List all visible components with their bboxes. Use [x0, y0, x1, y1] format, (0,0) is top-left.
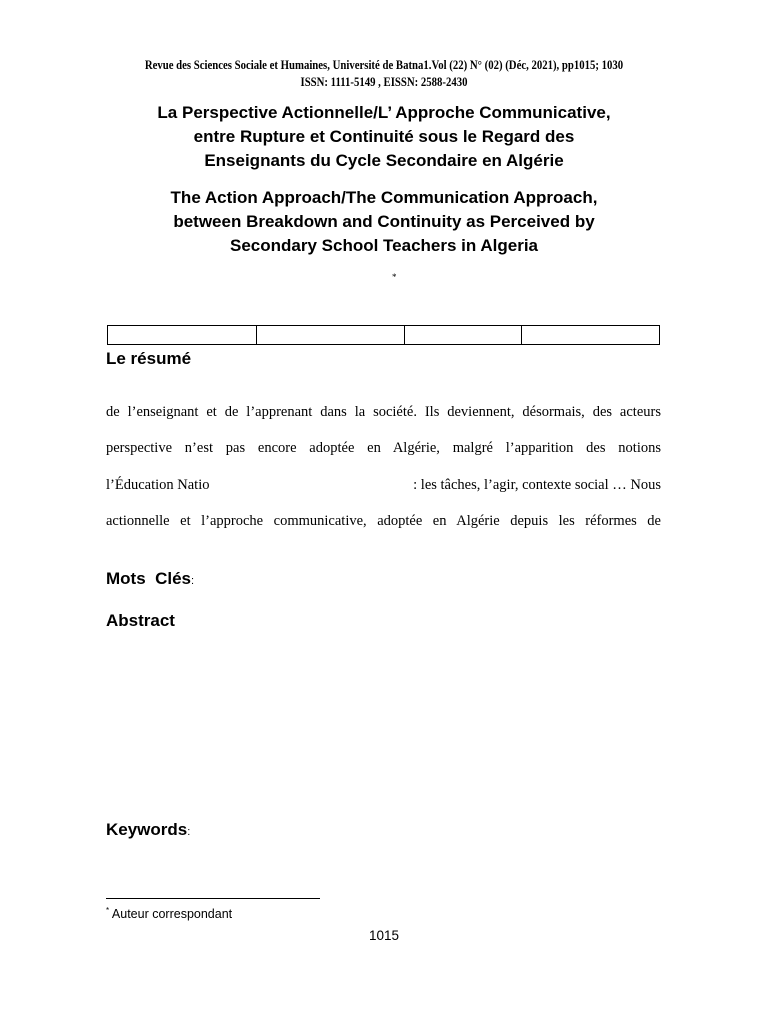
- author-cell: [405, 326, 522, 345]
- resume-line: perspective n’est pas encore adoptée en Algérie, malgré l’apparition des notions: [106, 440, 661, 456]
- keywords-colon: :: [187, 826, 191, 838]
- french-title-line: Enseignants du Cycle Secondaire en Algérie: [204, 151, 564, 170]
- english-title: [90, 186, 678, 258]
- footnote-text: Auteur correspondant: [109, 907, 233, 922]
- resume-line: de l’enseignant et de l’apprenant dans la société. Ils deviennent, désormais, des acteurs: [106, 404, 661, 420]
- resume-line: actionnelle et l’approche communicative, adoptée en Algérie depuis les réformes de: [106, 513, 661, 529]
- footnote-divider: [106, 898, 320, 899]
- author-marker: *: [392, 272, 397, 282]
- resume-line: [106, 476, 661, 494]
- resume-line-right: : les tâches, l’agir, contexte social … Nous: [413, 477, 661, 493]
- author-cell: [257, 326, 405, 345]
- english-title-line: The Action Approach/The Communication Approach,: [170, 188, 598, 207]
- resume-heading: Le résumé: [106, 349, 192, 368]
- mots-cles-heading: [106, 569, 194, 591]
- french-title-line: entre Rupture et Continuité sous le Regard des: [193, 127, 575, 146]
- author-info-table: [107, 325, 660, 345]
- english-title-line: between Breakdown and Continuity as Perceived by: [173, 212, 595, 231]
- keywords-heading: [106, 820, 190, 842]
- author-cell: [108, 326, 257, 345]
- french-title-line: La Perspective Actionnelle/L’ Approche Communicative,: [157, 103, 611, 122]
- english-title-line: Secondary School Teachers in Algeria: [230, 236, 538, 255]
- french-title: [90, 101, 678, 173]
- journal-issn: ISSN: 1111-5149 , EISSN: 2588-2430: [300, 75, 468, 89]
- mots-cles-colon: :: [191, 575, 195, 587]
- journal-citation: Revue des Sciences Sociale et Humaines, Université de Batna1.Vol (22) N° (02) (Déc, 2021), pp1015; 1030: [144, 58, 624, 72]
- author-cell: [522, 326, 660, 345]
- abstract-heading: Abstract: [106, 611, 175, 630]
- footnote: [106, 906, 232, 921]
- journal-header: [54, 57, 714, 91]
- keywords-label: Keywords: [106, 820, 188, 839]
- resume-line-left: l’Éducation Natio: [106, 477, 210, 493]
- mots-cles-label: Mots Clés: [106, 569, 192, 588]
- footnote-marker: *: [106, 906, 110, 915]
- page-number: 1015: [368, 928, 400, 943]
